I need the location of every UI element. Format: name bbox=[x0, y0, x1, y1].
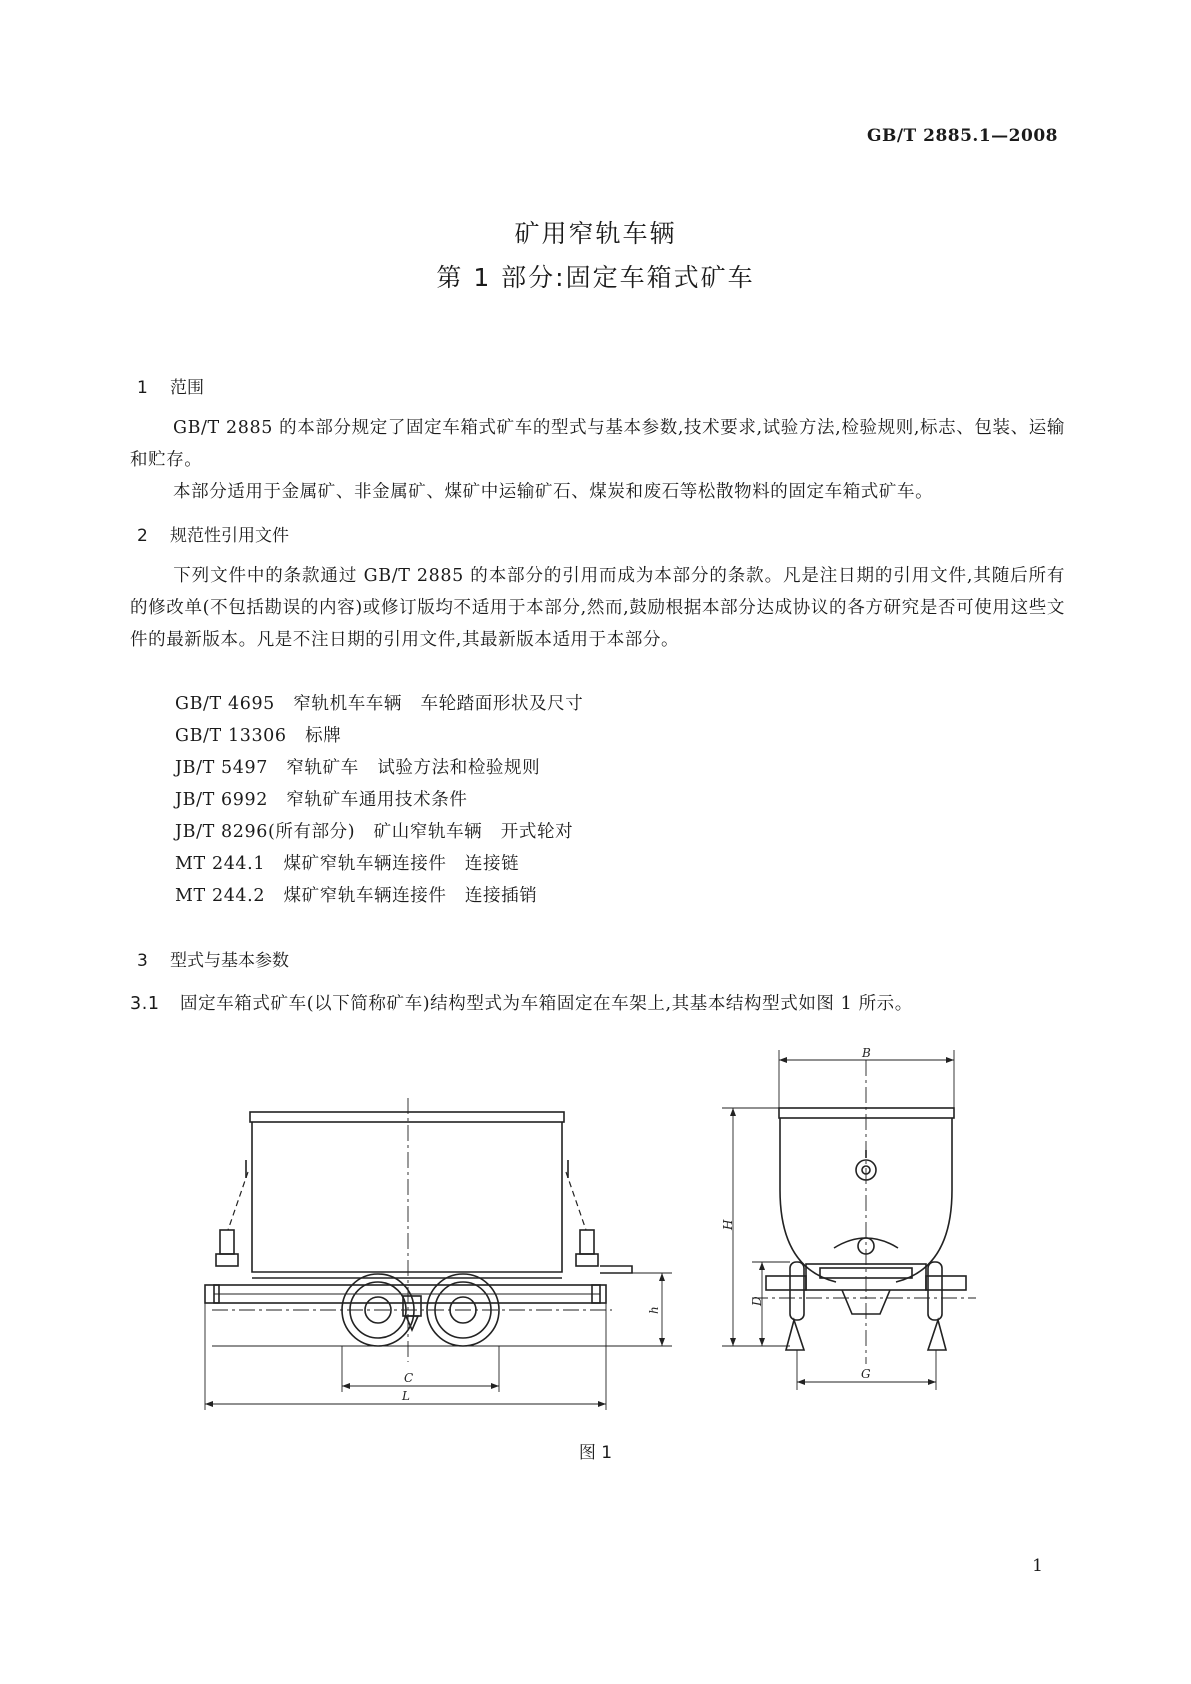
reference-item: GB/T 13306 标牌 bbox=[175, 726, 342, 746]
section-number: 2 bbox=[137, 526, 148, 546]
paragraph-refs-intro: 下列文件中的条款通过 GB/T 2885 的本部分的引用而成为本部分的条款。凡是注日期的引用文件,其随后所有的修改单(不包括勘误的内容)或修订版均不适用于本部分,然而,鼓励根据本部分达成协议的各方研究是否可使用这些文件的最新版本。凡是不注日期的引用文件,其最新版本适用于本部分。 bbox=[130, 566, 1065, 650]
dim-label-L: L bbox=[402, 1389, 410, 1403]
reference-item: GB/T 4695 窄轨机车车辆 车轮踏面形状及尺寸 bbox=[175, 694, 584, 714]
section-number: 1 bbox=[137, 378, 148, 398]
page-number: 1 bbox=[1032, 1556, 1043, 1576]
paragraph-scope-1: GB/T 2885 的本部分规定了固定车箱式矿车的型式与基本参数,技术要求,试验方法,检验规则,标志、包装、运输和贮存。 bbox=[130, 418, 1065, 470]
paragraph-scope-2: 本部分适用于金属矿、非金属矿、煤矿中运输矿石、煤炭和废石等松散物料的固定车箱式矿车。 bbox=[173, 482, 934, 502]
section-title: 型式与基本参数 bbox=[170, 951, 289, 971]
dim-label-H: H bbox=[721, 1219, 735, 1230]
section-number: 3 bbox=[137, 951, 148, 971]
doc-title-line1: 矿用窄轨车辆 bbox=[514, 219, 677, 248]
end-wheel-left bbox=[790, 1262, 804, 1320]
reference-item: MT 244.1 煤矿窄轨车辆连接件 连接链 bbox=[175, 854, 520, 874]
reference-item: JB/T 8296(所有部分) 矿山窄轨车辆 开式轮对 bbox=[175, 822, 574, 842]
end-wheel-right bbox=[928, 1262, 942, 1320]
reference-item: MT 244.2 煤矿窄轨车辆连接件 连接插销 bbox=[175, 886, 538, 906]
end-view-rim bbox=[779, 1108, 954, 1118]
dim-label-h: h bbox=[647, 1306, 661, 1314]
section-title: 规范性引用文件 bbox=[170, 526, 289, 546]
dim-label-B: B bbox=[862, 1046, 871, 1060]
reference-item: JB/T 5497 窄轨矿车 试验方法和检验规则 bbox=[175, 758, 541, 778]
car-body-rim bbox=[250, 1112, 564, 1122]
doc-title-line2: 第 1 部分:固定车箱式矿车 bbox=[436, 263, 755, 292]
dim-label-D: D bbox=[750, 1296, 764, 1306]
section-title: 范围 bbox=[170, 378, 204, 398]
dim-label-C: C bbox=[404, 1371, 414, 1385]
car-body-side bbox=[252, 1122, 562, 1272]
dim-label-G: G bbox=[861, 1367, 871, 1381]
reference-item: JB/T 6992 窄轨矿车通用技术条件 bbox=[175, 790, 468, 810]
figure-caption: 图 1 bbox=[578, 1443, 613, 1463]
standard-number: GB/T 2885.1—2008 bbox=[866, 126, 1058, 146]
clause-3-1: 3.1 固定车箱式矿车(以下简称矿车)结构型式为车箱固定在车架上,其基本结构型式如图 1 所示。 bbox=[130, 994, 913, 1014]
